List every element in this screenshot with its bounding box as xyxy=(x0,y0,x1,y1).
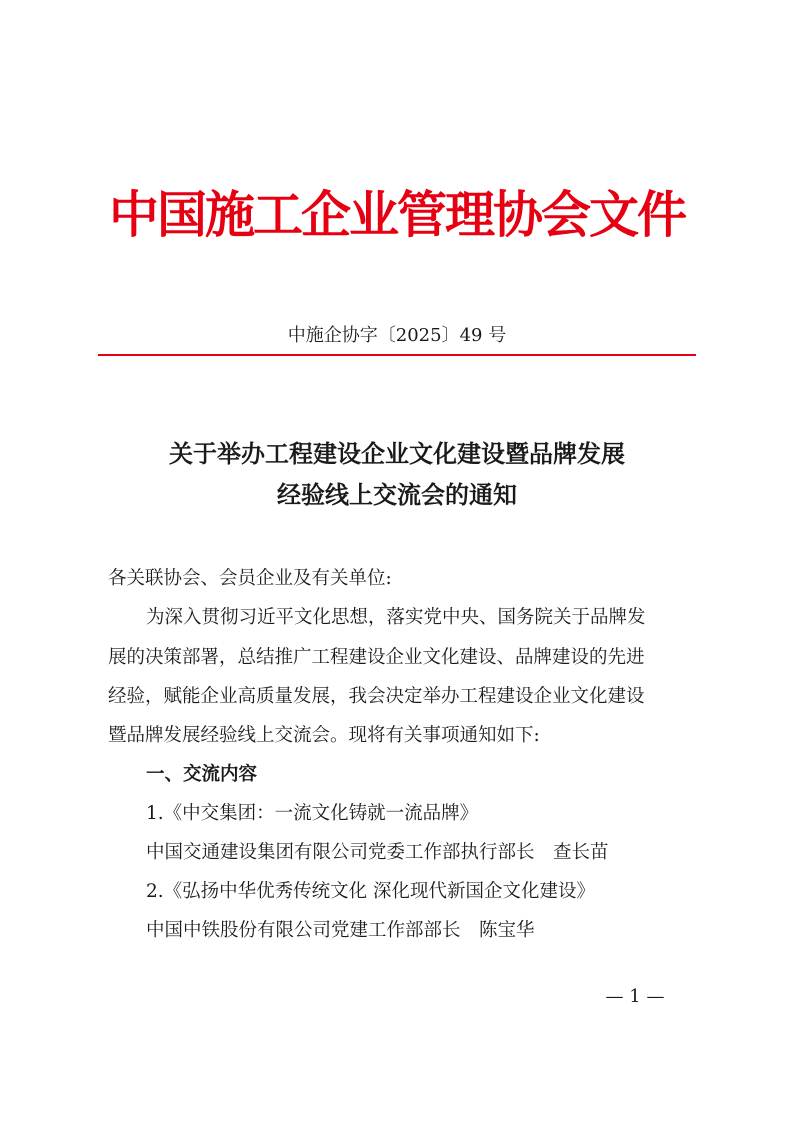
intro-line-2: 展的决策部署，总结推广工程建设企业文化建设、品牌建设的先进 xyxy=(108,647,645,668)
document-number: 中施企协字〔2025〕49 号 xyxy=(287,325,507,346)
salutation: 各关联协会、会员企业及有关单位: xyxy=(108,568,392,589)
topic-2-speaker: 中国中铁股份有限公司党建工作部部长 陈宝华 xyxy=(146,920,535,941)
notice-title-line-1: 关于举办工程建设企业文化建设暨品牌发展 xyxy=(169,439,625,468)
intro-line-3: 经验，赋能企业高质量发展，我会决定举办工程建设企业文化建设 xyxy=(108,686,645,707)
document-masthead: 中国施工企业管理协会文件 xyxy=(109,185,685,244)
page-number: — 1 — xyxy=(605,986,665,1007)
topic-1-title: 1.《中交集团：一流文化铸就一流品牌》 xyxy=(146,803,479,824)
intro-line-1: 为深入贯彻习近平文化思想，落实党中央、国务院关于品牌发 xyxy=(146,607,646,628)
topic-1-speaker: 中国交通建设集团有限公司党委工作部执行部长 查长苗 xyxy=(146,842,609,863)
notice-title-line-2: 经验线上交流会的通知 xyxy=(277,480,517,509)
red-divider-line xyxy=(98,354,696,356)
section-heading-exchange-content: 一、交流内容 xyxy=(146,764,258,785)
topic-2-title: 2.《弘扬中华优秀传统文化 深化现代新国企文化建设》 xyxy=(146,881,596,902)
intro-line-4: 暨品牌发展经验线上交流会。现将有关事项通知如下: xyxy=(108,725,540,746)
